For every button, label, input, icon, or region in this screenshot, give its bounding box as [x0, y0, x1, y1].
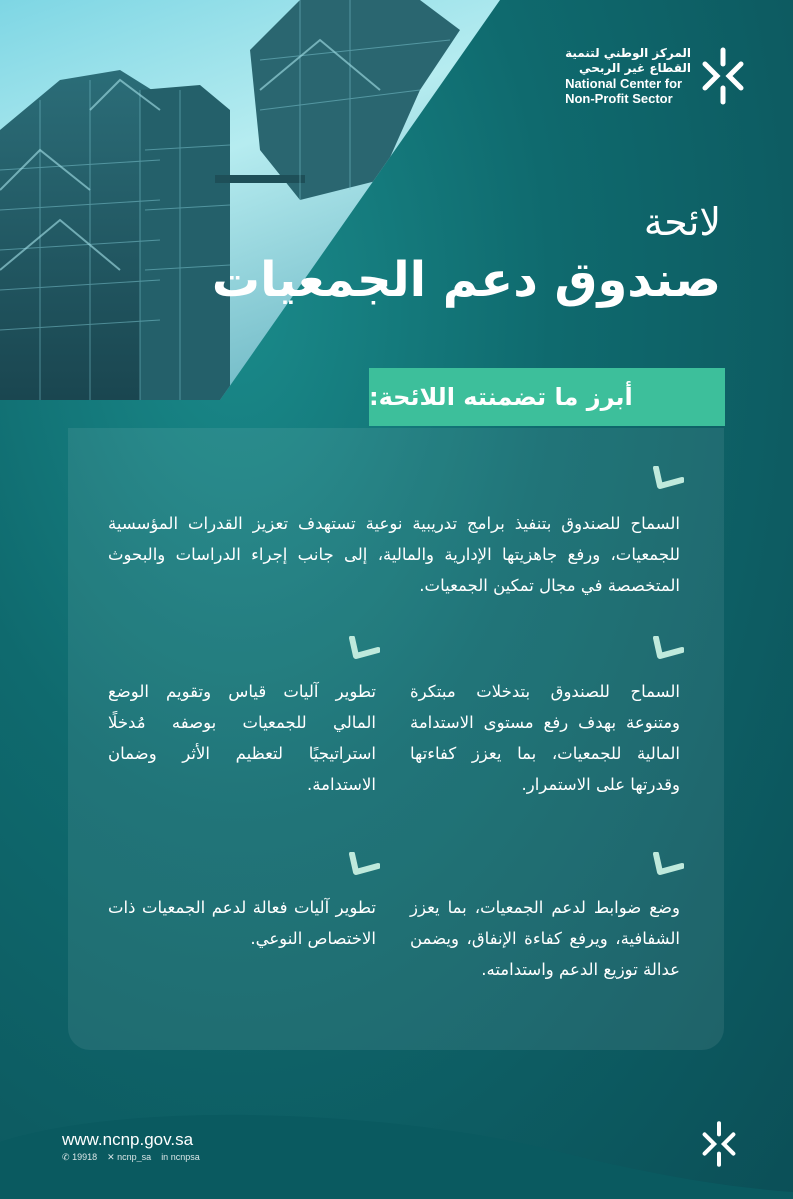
point-2: السماح للصندوق بتدخلات مبتكرة ومتنوعة بهدف رفع مستوى الاستدامة المالية للجمعيات، بما يعزز كفاءتها وقدرتها على الاستمرار. [410, 682, 680, 794]
linkedin-handle: ncnpsa [170, 1152, 200, 1162]
ncnp-logo [565, 46, 745, 106]
logo-english-line1: National Center for [565, 76, 683, 91]
point-5: تطوير آليات فعالة لدعم الجمعيات ذات الاختصاص النوعي. [108, 898, 376, 948]
social-links [62, 1152, 200, 1163]
page-title: صندوق دعم الجمعيات [211, 252, 721, 308]
website-link[interactable]: www.ncnp.gov.sa [62, 1130, 194, 1149]
logo-arabic-line1: المركز الوطني لتنمية [565, 46, 691, 60]
check-icon [652, 636, 684, 660]
x-link[interactable] [107, 1152, 151, 1163]
check-icon [348, 636, 380, 660]
logo-english-line2: Non-Profit Sector [565, 91, 673, 106]
point-4: وضع ضوابط لدعم الجمعيات، بما يعزز الشفافية، ويرفع كفاءة الإنفاق، ويضمن عدالة توزيع الدعم واستدامته. [410, 898, 680, 979]
x-icon: ✕ [107, 1152, 115, 1162]
point-3: تطوير آليات قياس وتقويم الوضع المالي للجمعيات بوصفه مُدخلًا استراتيجيًا لتعظيم الأثر وضمان الاستدامة. [108, 682, 376, 794]
phone-contact [62, 1152, 97, 1163]
building-photo [0, 0, 500, 400]
footer-star-mark-icon [701, 1120, 737, 1168]
linkedin-link[interactable] [161, 1152, 200, 1163]
phone-number: 19918 [72, 1152, 98, 1162]
logo-arabic-line2: القطاع غير الربحي [579, 61, 691, 75]
check-icon [348, 852, 380, 876]
phone-icon: ✆ [62, 1152, 70, 1162]
check-icon [652, 466, 684, 490]
linkedin-icon: in [161, 1152, 169, 1162]
logo-text [565, 46, 691, 106]
ncnp-star-mark-icon [701, 46, 745, 106]
check-icon [652, 852, 684, 876]
point-1: السماح للصندوق بتنفيذ برامج تدريبية نوعية تستهدف تعزيز القدرات المؤسسية للجمعيات، ورفع جاهزيتها الإدارية والمالية، إلى جانب إجراء الدراسات والبحوث المتخصصة في مجال تمكين الجمعيات. [108, 514, 680, 595]
section-heading: أبرز ما تضمنته اللائحة: [369, 368, 725, 426]
page-subtitle: لائحة [643, 200, 721, 244]
x-handle: ncnp_sa [117, 1152, 152, 1162]
